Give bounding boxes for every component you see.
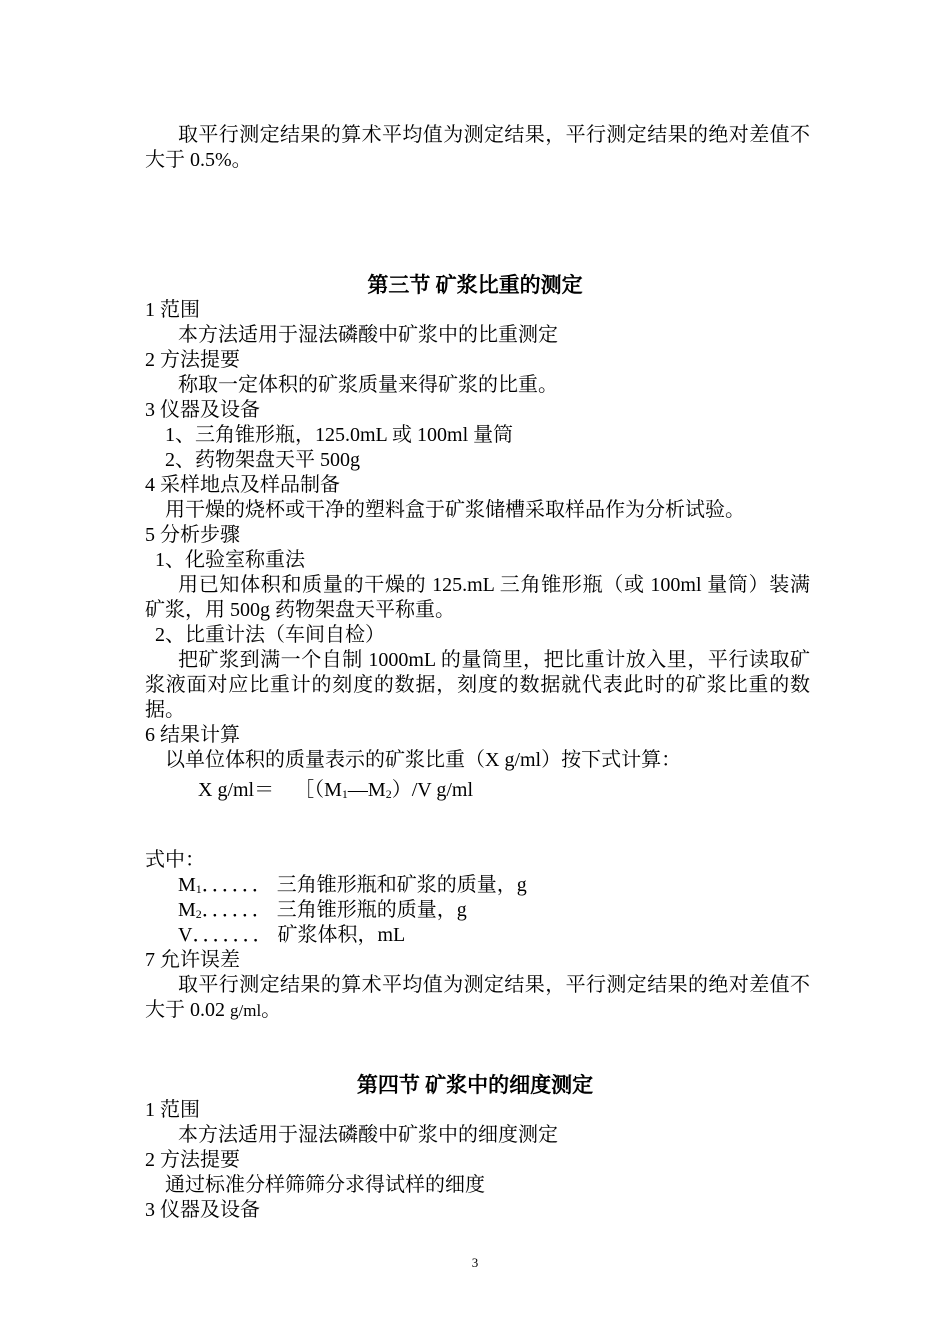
method-summary-text: 称取一定体积的矿浆质量来得矿浆的比重。 xyxy=(178,374,558,396)
heading-instruments: 3 仪器及设备 xyxy=(145,399,260,421)
lab-weighing-text: 用已知体积和质量的干燥的 125.mL 三角锥形瓶（或 100ml 量筒）装满矿浆，用 500g 药物架盘天平称重。 xyxy=(145,574,810,621)
scope-text: 本方法适用于湿法磷酸中矿浆中的比重测定 xyxy=(178,324,558,346)
tolerance-main: 取平行测定结果的算术平均值为测定结果，平行测定结果的绝对差值不大于 0.02 xyxy=(145,974,810,1021)
heading-sampling: 4 采样地点及样品制备 xyxy=(145,474,340,496)
heading-tolerance: 7 允许误差 xyxy=(145,949,240,971)
tolerance-unit: g/ml xyxy=(230,1001,262,1020)
paragraph-tolerance-prev: 取平行测定结果的算术平均值为测定结果，平行测定结果的绝对差值不大于 0.5%。 xyxy=(145,124,810,171)
page-number: 3 xyxy=(471,1255,479,1270)
heading-scope-4: 1 范围 xyxy=(145,1099,200,1121)
scope-text-4: 本方法适用于湿法磷酸中矿浆中的细度测定 xyxy=(178,1124,558,1146)
heading-method-summary-4: 2 方法提要 xyxy=(145,1149,240,1171)
method-summary-text-4: 通过标准分样筛筛分求得试样的细度 xyxy=(165,1174,485,1196)
def-description: 三角锥形瓶的质量，g xyxy=(276,899,467,921)
section-title-3: 第三节 矿浆比重的测定 xyxy=(367,273,583,297)
heading-analysis-steps: 5 分析步骤 xyxy=(145,524,240,546)
heading-method-summary: 2 方法提要 xyxy=(145,349,240,371)
formula-mid: —M xyxy=(347,779,386,801)
def-description: 三角锥形瓶和矿浆的质量，g xyxy=(276,874,527,896)
section-title-4: 第四节 矿浆中的细度测定 xyxy=(356,1073,594,1097)
sampling-text: 用干燥的烧杯或干净的塑料盒于矿浆储槽采取样品作为分析试验。 xyxy=(165,499,745,521)
hydrometer-text: 把矿浆到满一个自制 1000mL 的量筒里，把比重计放入里，平行读取矿浆液面对应比重计的刻度的数据，刻度的数据就代表此时的矿浆比重的数据。 xyxy=(145,649,810,721)
instrument-item-2: 2、药物架盘天平 500g xyxy=(165,449,360,471)
where-label: 式中： xyxy=(145,849,205,871)
definition-m2 xyxy=(178,898,467,923)
definition-m1 xyxy=(178,873,527,898)
tolerance-end: 。 xyxy=(261,999,282,1021)
definition-v xyxy=(178,923,405,948)
formula-sub-2: 2 xyxy=(385,787,392,801)
def-leader-dots: ．．．．．． xyxy=(201,874,272,896)
result-calc-text: 以单位体积的质量表示的矿浆比重（X g/ml）按下式计算： xyxy=(165,749,682,771)
tolerance-text xyxy=(145,973,810,1023)
def-symbol: M xyxy=(178,874,196,896)
sub-heading-hydrometer: 2、比重计法（车间自检） xyxy=(155,624,385,646)
formula-lhs: X g/ml＝ xyxy=(198,779,275,801)
def-symbol: M xyxy=(178,899,196,921)
def-symbol: V xyxy=(178,924,193,946)
def-leader-dots: ．．．．．． xyxy=(201,899,272,921)
formula-rhs: ）/V g/ml xyxy=(391,779,474,801)
sub-heading-lab-weighing: 1、化验室称重法 xyxy=(155,549,305,571)
def-subscript: 2 xyxy=(195,907,202,921)
formula-open: ［（M xyxy=(294,779,342,801)
def-leader-dots: ．．．．．．． xyxy=(192,924,273,946)
instrument-item-1: 1、三角锥形瓶，125.0mL 或 100ml 量筒 xyxy=(165,424,514,446)
formula-sub-1: 1 xyxy=(341,787,348,801)
def-subscript: 1 xyxy=(195,882,202,896)
heading-scope: 1 范围 xyxy=(145,299,200,321)
def-description: 矿浆体积，mL xyxy=(277,924,406,946)
heading-result-calc: 6 结果计算 xyxy=(145,724,240,746)
formula xyxy=(198,778,473,803)
heading-instruments-4: 3 仪器及设备 xyxy=(145,1199,260,1221)
